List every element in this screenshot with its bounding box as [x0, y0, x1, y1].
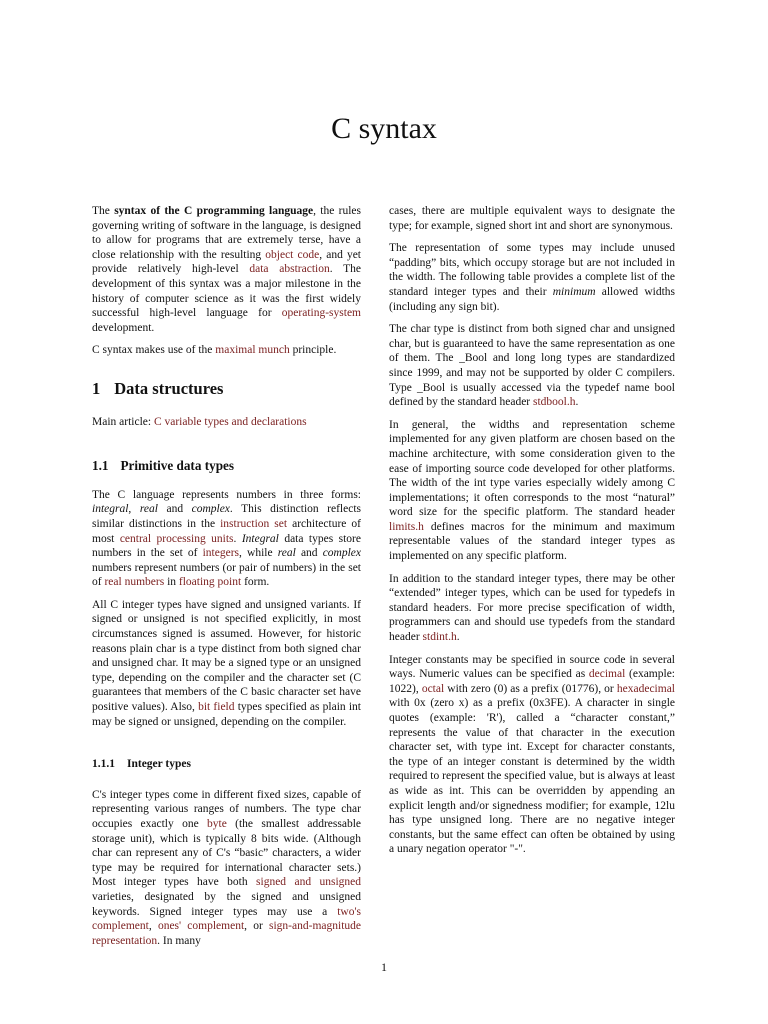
emphasis: real: [139, 503, 158, 516]
section-heading-data-structures: [92, 378, 361, 398]
text-run: and: [295, 547, 323, 560]
text-run: The C language represents numbers in three forms:: [92, 488, 361, 501]
subsubsection-title: Integer types: [127, 758, 191, 771]
main-article-note: [92, 415, 361, 430]
emphasis: complex: [322, 547, 362, 560]
text-run: , while: [239, 547, 278, 560]
text-run: principle.: [289, 344, 337, 357]
text-run: The representation of some types may include unused “padding” bits, which occupy storage but are not included in the width. The following table provides a complete list of the standard integer types and their: [389, 242, 675, 298]
right-column: [389, 204, 675, 865]
widths-paragraph: [389, 418, 675, 564]
link-decimal[interactable]: decimal: [588, 668, 626, 681]
text-run: architecture of most: [92, 517, 361, 545]
link-stdint-h[interactable]: stdint.h: [422, 631, 457, 644]
text-run: (the smallest addressable storage unit), which is typically 8 bits wide. (Although char can represent any of C's “basic” characters, a wider type may be required for international character sets.) Most integer types have both: [92, 818, 361, 889]
link-limits-h[interactable]: limits.h: [389, 520, 424, 533]
text-run: , or: [244, 920, 270, 933]
text-run: defines macros for the minimum and maximum representable values of the standard integer types as implemented on any specific platform.: [389, 520, 675, 563]
text-run: . This distinction reflects similar distinctions in the: [92, 503, 361, 530]
subsection-heading-primitive-types: [92, 459, 361, 474]
link-object-code[interactable]: object code: [265, 248, 320, 261]
emphasis: minimum: [552, 285, 596, 298]
link-stdbool-h[interactable]: stdbool.h: [533, 396, 576, 409]
text-run: C syntax makes use of the: [92, 344, 216, 357]
text-run: , and yet provide relatively high-level: [92, 248, 361, 276]
link-floating-point[interactable]: floating point: [178, 576, 242, 589]
subsection-title: Primitive data types: [120, 458, 235, 474]
text-run: . In many: [157, 934, 201, 947]
text-run: C's integer types come in different fixed sizes, capable of representing various ranges of numbers. The type char occupies exactly one: [92, 788, 361, 830]
integer-constants-paragraph: [389, 653, 675, 857]
text-run: in: [164, 576, 179, 589]
intro-paragraph: [92, 204, 361, 335]
integer-types-paragraph: [92, 788, 361, 949]
text-run: . The development of this syntax was a major milestone in the history of computer science as it was the first widely successful high-level language for: [92, 263, 361, 320]
emphasis: integral: [92, 503, 129, 516]
text-run: with zero (0) as a prefix (01776), or: [444, 682, 617, 695]
link-ones-complement[interactable]: ones' complement: [157, 920, 245, 933]
text-run: ,: [148, 920, 158, 933]
text-run: Integer constants may be specified in source code in several ways. Numeric values can be specified as: [389, 653, 675, 681]
link-integers[interactable]: integers: [202, 547, 240, 560]
section-title: Data structures: [114, 378, 224, 398]
text-run: .: [575, 396, 579, 409]
text-run: The char type is distinct from both signed char and unsigned char, but is guaranteed to have the same representation as one of them. The _Bool and long long types are standardized since 1999, and may not be supported by older C compilers. Type _Bool is usually accessed via the typedef name bool defined by the standard header: [389, 323, 675, 409]
text-run: (example: 1022),: [389, 668, 675, 695]
link-real-numbers[interactable]: real numbers: [104, 576, 165, 589]
bold-term: syntax of the C programming language: [114, 205, 314, 217]
emphasis: Integral: [241, 532, 279, 545]
text-run: numbers represent numbers (or pair of numbers) in the set of: [92, 561, 361, 589]
link-instruction-set[interactable]: instruction set: [220, 517, 288, 530]
link-sign-and-magnitude[interactable]: sign-and-magnitude representation: [92, 920, 361, 947]
section-number: 1: [92, 378, 101, 398]
left-column: [92, 204, 361, 956]
primitive-types-paragraph: [92, 488, 361, 590]
text-run: data types store numbers in the set of: [92, 532, 361, 560]
text-run: .: [233, 532, 242, 545]
page-number: 1: [381, 960, 387, 974]
link-twos-complement[interactable]: two's complement: [92, 905, 361, 933]
text-run: development.: [92, 321, 155, 334]
link-hexadecimal[interactable]: hexadecimal: [616, 682, 675, 695]
text-run: with 0x (zero x) as a prefix (0x3FE). A character in single quotes (example: 'R'), called a “character constant,” represents the value of that character in the execution character set, with type int. Except for character constants, the type of an integer constant is determined by the width required to represent the specified value, but is always at least as wide as int. This can be overridden by appending an explicit length and/or signedness modifier; for example, 12lu has type unsigned long. There are no negative integer constants, but the same effect can often be obtained by using a unary negation operator "-".: [389, 697, 675, 856]
signed-unsigned-paragraph: [92, 598, 361, 729]
link-byte[interactable]: byte: [207, 818, 227, 830]
text-run: ,: [128, 503, 140, 516]
link-bit-field[interactable]: bit field: [198, 701, 235, 714]
emphasis: complex: [191, 503, 230, 516]
text-run: All C integer types have signed and unsigned variants. If signed or unsigned is not specified explicitly, in most circumstances signed is assumed. However, for historic reasons plain char is a type distinct from both signed char and unsigned char. It may be a signed type or an unsigned type, depending on the compiler and the character set (C guarantees that members of the C basic character set have positive values). Also,: [92, 598, 361, 714]
link-octal[interactable]: octal: [421, 682, 445, 695]
page-title: C syntax: [331, 112, 437, 145]
link-maximal-munch[interactable]: maximal munch: [215, 344, 290, 357]
text-run: varieties, designated by the signed and unsigned keywords. Signed integer types may use a: [92, 890, 361, 918]
char-type-paragraph: [389, 322, 675, 410]
subsection-number: 1.1: [92, 458, 109, 474]
text-run: allowed widths (including any sign bit).: [389, 285, 675, 313]
text-run: The: [92, 205, 115, 217]
padding-paragraph: [389, 241, 675, 314]
text-run: In addition to the standard integer types, there may be other “extended” integer types, which can be used for typedefs in standard headers. For more precise specification of width, programmers can and should use typedefs from the standard header: [389, 572, 675, 644]
text-run: types specified as plain int may be signed or unsigned, depending on the compiler.: [92, 701, 362, 728]
text-run: In general, the widths and representation scheme implemented for any given platform are chosen based on the machine architecture, with some consideration given to the ease of importing source code developed for other platforms. The width of the int type varies especially widely among C implementations; it often corresponds to the most “natural” word size for the specific platform. The standard header: [389, 418, 675, 519]
text-run: form.: [241, 576, 270, 589]
subsubsection-heading-integer-types: [92, 757, 361, 772]
link-operating-system[interactable]: operating-system: [281, 307, 361, 320]
text-run: and: [157, 503, 192, 516]
text-run: .: [456, 631, 460, 644]
link-central-processing-units[interactable]: central processing units: [119, 532, 234, 545]
link-signed-and-unsigned[interactable]: signed and unsigned: [256, 876, 361, 889]
subsubsection-number: 1.1.1: [92, 758, 115, 771]
main-article-label: Main article:: [92, 415, 154, 428]
continued-paragraph: cases, there are multiple equivalent ways to designate the type; for example, signed short int and short are synonymous.: [389, 205, 675, 232]
emphasis: real: [277, 547, 296, 560]
maximal-munch-paragraph: [92, 343, 361, 358]
link-data-abstraction[interactable]: data abstraction: [249, 263, 330, 276]
text-run: , the rules governing writing of software in the language, is designed to allow for programs that are extremely terse, have a close relationship with the resulting: [92, 205, 361, 261]
link-c-variable-types[interactable]: C variable types and declarations: [153, 415, 307, 428]
extended-types-paragraph: [389, 572, 675, 645]
